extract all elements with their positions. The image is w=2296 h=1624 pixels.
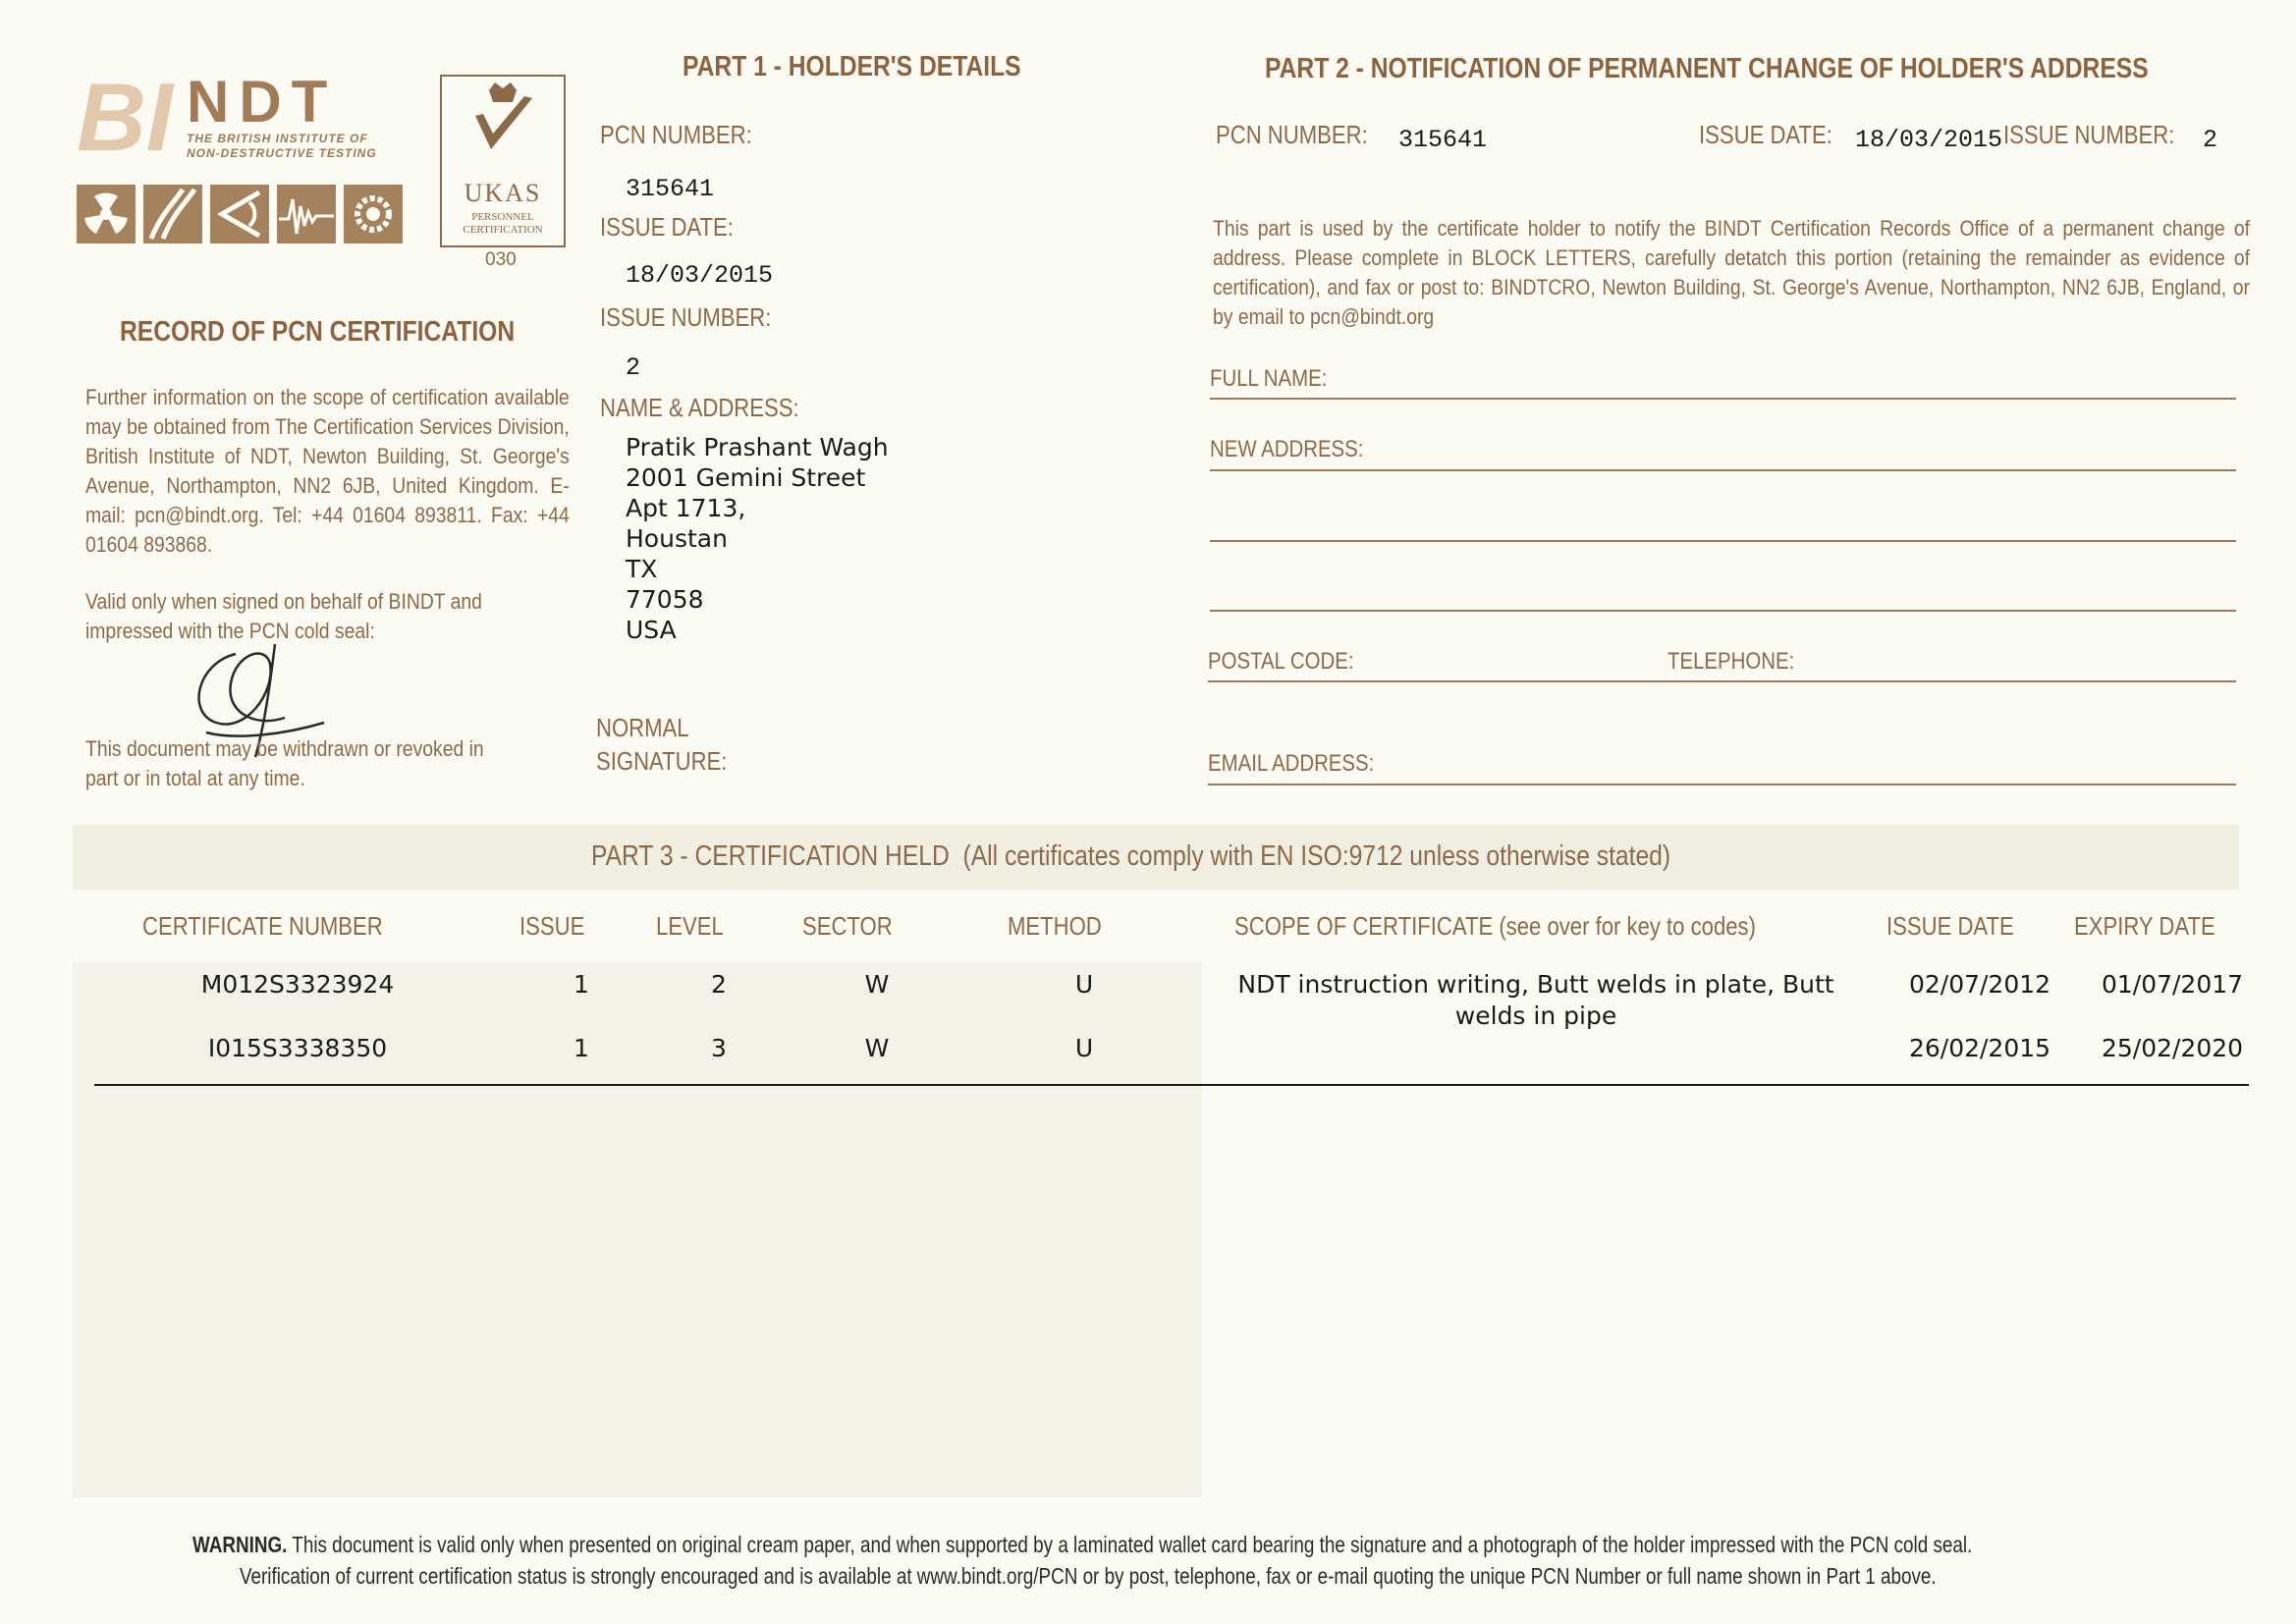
telephone-label: TELEPHONE: (1667, 648, 1795, 675)
part1-pcn-label: PCN NUMBER: (600, 120, 752, 149)
col-sector: SECTOR (802, 911, 893, 941)
cert-issue-date: 02/07/2012 (1908, 970, 2051, 999)
col-expiry-date: EXPIRY DATE (2074, 911, 2215, 941)
postal-code-label: POSTAL CODE: (1208, 648, 1354, 675)
cert-scope-line-2: welds in pipe (1454, 1001, 1617, 1030)
part2-pcn-label: PCN NUMBER: (1216, 120, 1368, 149)
gear-icon (344, 185, 403, 244)
part1-issue-date-label: ISSUE DATE: (600, 212, 734, 242)
ultrasonic-icon (277, 185, 336, 244)
part1-issue-number-label: ISSUE NUMBER: (600, 302, 772, 332)
part2-pcn-value: 315641 (1398, 126, 1488, 154)
full-name-line[interactable] (1210, 398, 2236, 400)
col-level: LEVEL (656, 911, 724, 941)
holder-address (626, 432, 889, 645)
cert-issue-date: 26/02/2015 (1908, 1034, 2051, 1062)
address-line: Apt 1713, (626, 494, 746, 522)
ukas-sub-1: PERSONNEL (471, 211, 534, 223)
address-line: Pratik Prashant Wagh (626, 433, 889, 461)
part2-issue-date-label: ISSUE DATE: (1699, 120, 1832, 149)
part1-name-address-label: NAME & ADDRESS: (600, 393, 799, 422)
col-cert-number: CERTIFICATE NUMBER (142, 911, 383, 941)
part2-issue-date-value: 18/03/2015 (1855, 126, 2003, 154)
valid-note: Valid only when signed on behalf of BINDT and impressed with the PCN cold seal: (85, 589, 482, 643)
new-address-label: NEW ADDRESS: (1210, 436, 1364, 462)
cert-sector: W (864, 970, 890, 999)
address-line: 2001 Gemini Street (626, 463, 866, 492)
part3-title: PART 3 - CERTIFICATION HELD (All certificates comply with EN ISO:9712 unless otherwise stated) (591, 840, 1671, 872)
part2-title: PART 2 - NOTIFICATION OF PERMANENT CHANGE OF HOLDER'S ADDRESS (1265, 53, 2149, 84)
ukas-badge (440, 75, 566, 247)
cert-level: 2 (711, 970, 727, 999)
postal-telephone-line[interactable] (1208, 680, 2236, 682)
new-address-line-3[interactable] (1210, 610, 2236, 612)
cert-issue: 1 (574, 970, 589, 999)
part2-issue-number-value: 2 (2203, 126, 2218, 154)
ukas-name: UKAS (464, 179, 542, 207)
col-issue-date: ISSUE DATE (1886, 911, 2014, 941)
logo-tagline-2: NON-DESTRUCTIVE TESTING (187, 146, 377, 160)
normal-label: NORMAL (596, 713, 689, 742)
eddy-current-icon (210, 185, 269, 244)
warning-text-1: This document is valid only when presented on original cream paper, and when supported by a laminated wallet card bearing the signature and a photograph of the holder impressed with the PCN cold seal. (292, 1532, 1973, 1557)
address-line: USA (626, 616, 677, 644)
part2-instructions: This part is used by the certificate holder to notify the BINDT Certification Records Office of a permanent change of address. Please complete in BLOCK LETTERS, carefully detatch this portion (retaining the remainder as evidence of certification), and fax or post to: BINDTCRO, Newton Building, St. George's Avenue, Northampton, NN2 6JB, England, or by email to pcn@bindt.org (1213, 216, 2250, 329)
col-method: METHOD (1008, 911, 1102, 941)
warning-line-2: Verification of current certification status is strongly encouraged and is available at www.bindt.org/PCN or by post, telephone, fax or e-mail quoting the unique PCN Number or full name shown in Part 1 above. (240, 1563, 1937, 1589)
crown-tick-icon (442, 77, 564, 175)
warning-bold: WARNING. (192, 1532, 288, 1557)
cert-method: U (1074, 1034, 1094, 1062)
cert-issue: 1 (574, 1034, 589, 1062)
part1-issue-number-value: 2 (626, 353, 641, 382)
logo-tagline-1: THE BRITISH INSTITUTE OF (187, 132, 368, 145)
radiation-icon (77, 185, 136, 244)
ukas-number: 030 (485, 249, 517, 270)
bindt-logo (77, 63, 415, 255)
withdrawn-note: This document may be withdrawn or revoked in part or in total at any time. (85, 736, 484, 790)
cert-sector: W (864, 1034, 890, 1062)
magnetic-icon (143, 185, 202, 244)
cert-level: 3 (711, 1034, 727, 1062)
logo-ndt: NDT (187, 69, 338, 135)
cert-expiry-date: 01/07/2017 (2101, 970, 2244, 999)
address-line: Houstan (626, 524, 728, 553)
new-address-line-1[interactable] (1210, 469, 2236, 471)
part1-issue-date-value: 18/03/2015 (626, 261, 774, 290)
new-address-line-2[interactable] (1210, 540, 2236, 542)
part2-issue-number-label: ISSUE NUMBER: (2003, 120, 2175, 149)
record-info: Further information on the scope of certification available may be obtained from The Certification Services Division, British Institute of NDT, Newton Building, St. George's Avenue, Northampton, NN2 6JB, United Kingdom. E-mail: pcn@bindt.org. Tel: +44 01604 893811. Fax: +44 01604 893868. (85, 385, 570, 557)
record-title: RECORD OF PCN CERTIFICATION (120, 316, 516, 348)
col-issue: ISSUE (519, 911, 585, 941)
logo-bi: BI (77, 63, 173, 171)
email-label: EMAIL ADDRESS: (1208, 750, 1375, 777)
full-name-label: FULL NAME: (1210, 365, 1328, 392)
cert-scope-line-1: NDT instruction writing, Butt welds in plate, Butt (1237, 970, 1834, 999)
cert-number: I015S3338350 (207, 1034, 388, 1062)
email-line[interactable] (1208, 784, 2236, 785)
part1-title: PART 1 - HOLDER'S DETAILS (683, 51, 1021, 82)
cert-method: U (1074, 970, 1094, 999)
ukas-sub-2: CERTIFICATION (463, 224, 543, 236)
table-bottom-rule (94, 1084, 2249, 1086)
signature-label: SIGNATURE: (596, 746, 728, 776)
cert-number: M012S3323924 (200, 970, 395, 999)
address-line: 77058 (626, 585, 704, 614)
col-scope: SCOPE OF CERTIFICATE (see over for key to codes) (1234, 911, 1756, 941)
warning-line-1 (192, 1532, 1972, 1558)
address-line: TX (626, 555, 658, 583)
cert-expiry-date: 25/02/2020 (2101, 1034, 2244, 1062)
part1-pcn-value: 315641 (626, 175, 715, 203)
